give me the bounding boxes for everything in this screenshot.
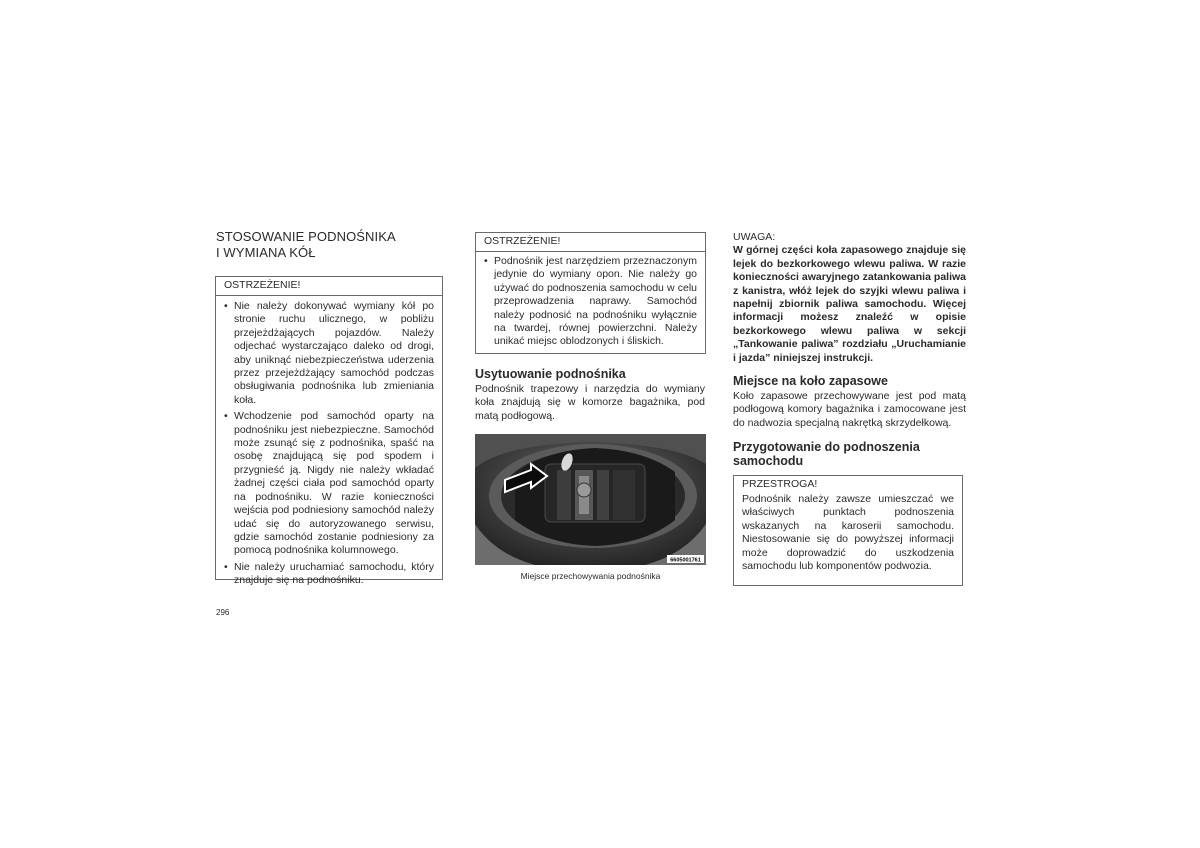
section-heading — [216, 229, 442, 261]
warning-item: • Podnośnik jest narzędziem przeznaczonym jedynie do wymiany opon. Nie należy go używać do podnoszenia samochodu w celu przeprowadzenia naprawy. Samochód należy podnosić na podnośniku wyłącznie na twardej, równej powierzchni. Należy unikać miejsc oblodzonych i śliskich. — [484, 255, 697, 349]
warning-list — [476, 252, 705, 349]
warning-list — [216, 296, 442, 588]
jack-location-title: Usytuowanie podnośnika — [475, 367, 626, 381]
page-number: 296 — [216, 608, 230, 617]
caution-title: PRZESTROGA! — [742, 478, 818, 490]
spare-wheel-title: Miejsce na koło zapasowe — [733, 374, 888, 389]
jack-location-section — [475, 367, 705, 423]
heading-line-1: STOSOWANIE PODNOŚNIKA — [216, 229, 396, 244]
prep-title-line-1: Przygotowanie do podnoszenia — [733, 440, 920, 455]
jack-storage-image — [475, 434, 706, 565]
heading-line-2: I WYMIANA KÓŁ — [216, 245, 316, 260]
caution-box — [733, 475, 963, 586]
warning-title: OSTRZEŻENIE! — [476, 233, 705, 252]
image-caption: Miejsce przechowywania podnośnika — [520, 571, 661, 581]
warning-box-jack-purpose — [475, 232, 706, 354]
warning-box-jack-usage — [215, 276, 443, 587]
warning-item: • Wchodzenie pod samochód oparty na podnośniku jest niebezpieczne. Samochód może zsunąć się z podnośnika, spaść na osobę znajdującą się pod spodem i przygnieść ją. Nigdy nie należy wkładać żadnej części ciała pod samochód oparty na podnośniku. W razie konieczności wejścia pod podniesiony samochód należy udać się do autoryzowanego serwisu, gdzie samochód zostanie podniesiony za pomocą podnośnika kolumnowego. — [224, 410, 434, 557]
note-text: W górnej części koła zapasowego znajduje się lejek do bezkorkowego wlewu paliwa. W razie konieczności awaryjnego zatankowania paliwa z kanistra, włóż lejek do szyjki wlewu paliwa i napełnij zbiornik paliwa samochodu. Więcej informacji możesz znaleźć w opisie bezkorkowego wlewu paliwa w sekcji „Tankowanie paliwa” rozdziału „Uruchamianie i jazda” niniejszej instrukcji. — [733, 244, 966, 364]
warning-item: • Nie należy dokonywać wymiany kół po stronie ruchu ulicznego, w pobliżu przejeżdżających pojazdów. Należy odjechać wystarczająco daleko od drogi, aby uniknąć niebezpieczeństwa uderzenia przez przejeżdżający samochód podczas obsługiwania podnośnika lub zmieniania koła. — [224, 300, 434, 407]
left-column — [216, 229, 442, 261]
prep-title — [733, 440, 966, 468]
prep-title-line-2: samochodu — [733, 454, 804, 469]
right-column-top — [733, 231, 966, 468]
image-code: 6605001761 — [670, 557, 701, 564]
jack-location-text: Podnośnik trapezowy i narzędzia do wymiany koła znajdują się w komorze bagażnika, pod matą podłogową. — [475, 383, 705, 422]
note-label: UWAGA: — [733, 231, 776, 243]
trunk-illustration — [475, 434, 706, 565]
warning-title: OSTRZEŻENIE! — [216, 277, 442, 296]
warning-item: • Nie należy uruchamiać samochodu, który znajduje się na podnośniku. — [224, 561, 434, 588]
spare-wheel-text: Koło zapasowe przechowywane jest pod matą podłogową komory bagażnika i zamocowane jest do nadwozia specjalną nakrętką skrzydełkową. — [733, 390, 966, 429]
caution-text: Podnośnik należy zawsze umieszczać we właściwych punktach podnoszenia wskazanych na karoserii samochodu. Niestosowanie się do powyższej informacji może doprowadzić do uszkodzenia samochodu lub komponentów podwozia. — [742, 493, 954, 573]
